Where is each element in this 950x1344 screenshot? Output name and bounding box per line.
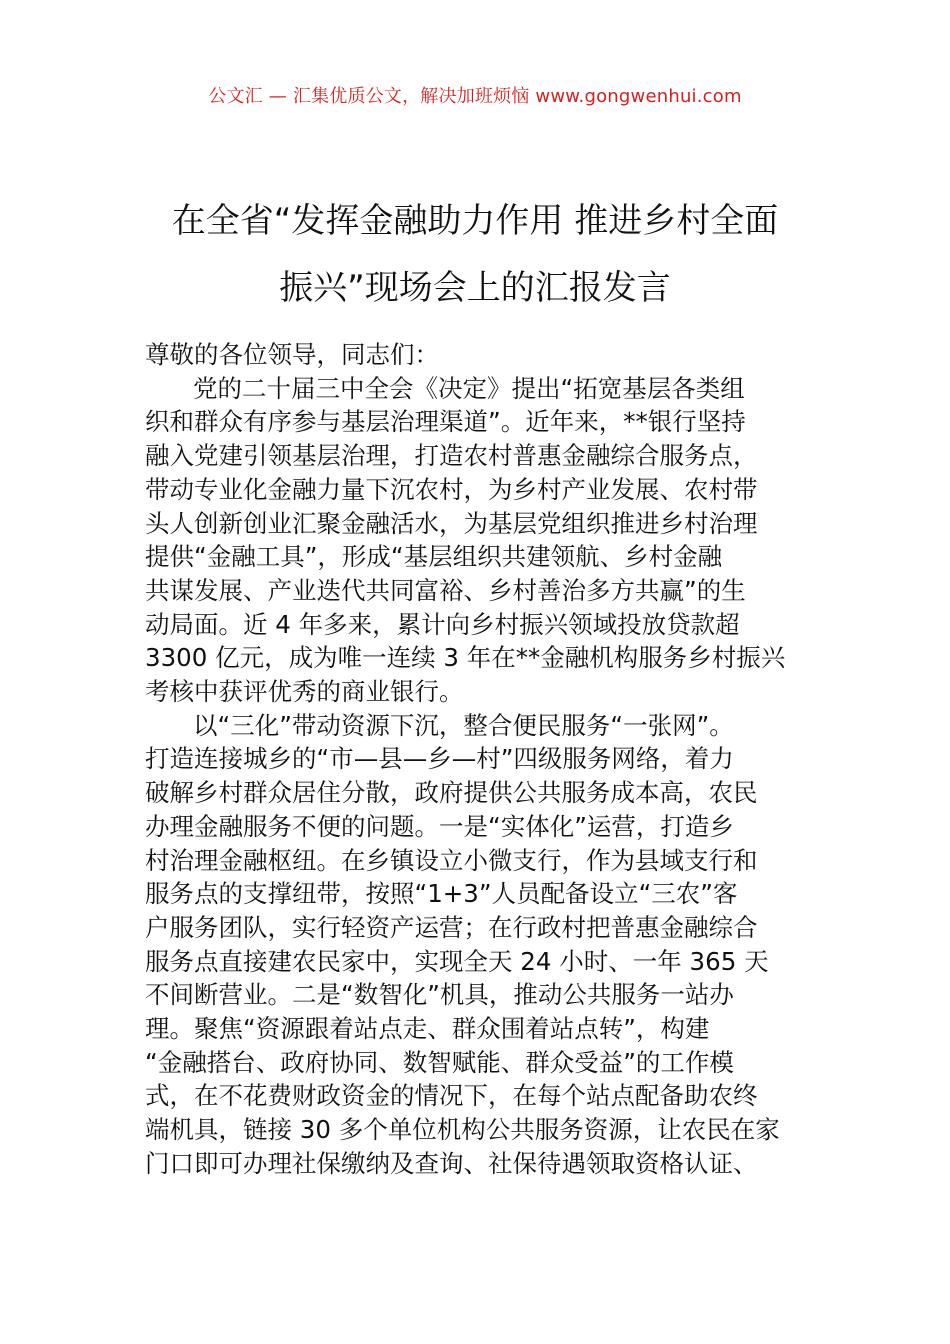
text-line: 破解乡村群众居住分散，政府提供公共服务成本高，农民 — [145, 778, 758, 808]
text-line: 织和群众有序参与基层治理渠道”。近年来，**银行坚持 — [145, 407, 746, 437]
text-line: 理。聚焦“资源跟着站点走、群众围着站点转”，构建 — [145, 1014, 710, 1044]
text-line: 提供“金融工具”，形成“基层组织共建领航、乡村金融 — [145, 542, 723, 572]
text-line: 式，在不花费财政资金的情况下，在每个站点配备助农终 — [145, 1081, 758, 1111]
text-line: 打造连接城乡的“市—县—乡—村”四级服务网络，着力 — [145, 744, 734, 774]
text-line: 服务点的支撑纽带，按照“1+3”人员配备设立“三农”客 — [145, 879, 738, 909]
text-line: 带动专业化金融力量下沉农村，为乡村产业发展、农村带 — [145, 474, 758, 504]
document-body — [145, 338, 825, 1181]
title-line-2: 振兴”现场会上的汇报发言 — [279, 267, 671, 308]
text-line: 办理金融服务不便的问题。一是“实体化”运营，打造乡 — [145, 811, 734, 841]
text-line: 门口即可办理社保缴纳及查询、社保待遇领取资格认证、 — [145, 1148, 758, 1178]
text-line: 户服务团队，实行轻资产运营；在行政村把普惠金融综合 — [145, 912, 758, 942]
text-line: 以“三化”带动资源下沉，整合便民服务“一张网”。 — [193, 710, 734, 740]
document-title — [60, 199, 890, 310]
text-line: 头人创新创业汇聚金融活水，为基层党组织推进乡村治理 — [145, 508, 758, 538]
text-line: 融入党建引领基层治理，打造农村普惠金融综合服务点， — [145, 441, 758, 471]
text-line: 端机具，链接 30 多个单位机构公共服务资源，让农民在家 — [145, 1115, 780, 1145]
text-line: 动局面。近 4 年多来，累计向乡村振兴领域投放贷款超 — [145, 609, 740, 639]
text-line: 不间断营业。二是“数智化”机具，推动公共服务一站办 — [145, 980, 734, 1010]
text-line: 共谋发展、产业迭代共同富裕、乡村善治多方共赢”的生 — [145, 575, 746, 605]
website-banner: 公文汇 — 汇集优质公文，解决加班烦恼 www.gongwenhui.com — [208, 86, 742, 107]
text-line: 服务点直接建农民家中，实现全天 24 小时、一年 365 天 — [145, 946, 769, 976]
salutation: 尊敬的各位领导，同志们： — [145, 340, 439, 369]
text-line: 考核中获评优秀的商业银行。 — [145, 677, 464, 707]
text-line: 3300 亿元，成为唯一连续 3 年在**金融机构服务乡村振兴 — [145, 643, 786, 673]
text-line: 党的二十届三中全会《决定》提出“拓宽基层各类组 — [193, 373, 745, 403]
title-line-1: 在全省“发挥金融助力作用 推进乡村全面 — [171, 200, 779, 241]
paragraph-1 — [145, 372, 825, 709]
paragraph-2 — [145, 709, 825, 1181]
text-line: “金融搭台、政府协同、数智赋能、群众受益”的工作模 — [145, 1047, 734, 1077]
text-line: 村治理金融枢纽。在乡镇设立小微支行，作为县域支行和 — [145, 845, 758, 875]
